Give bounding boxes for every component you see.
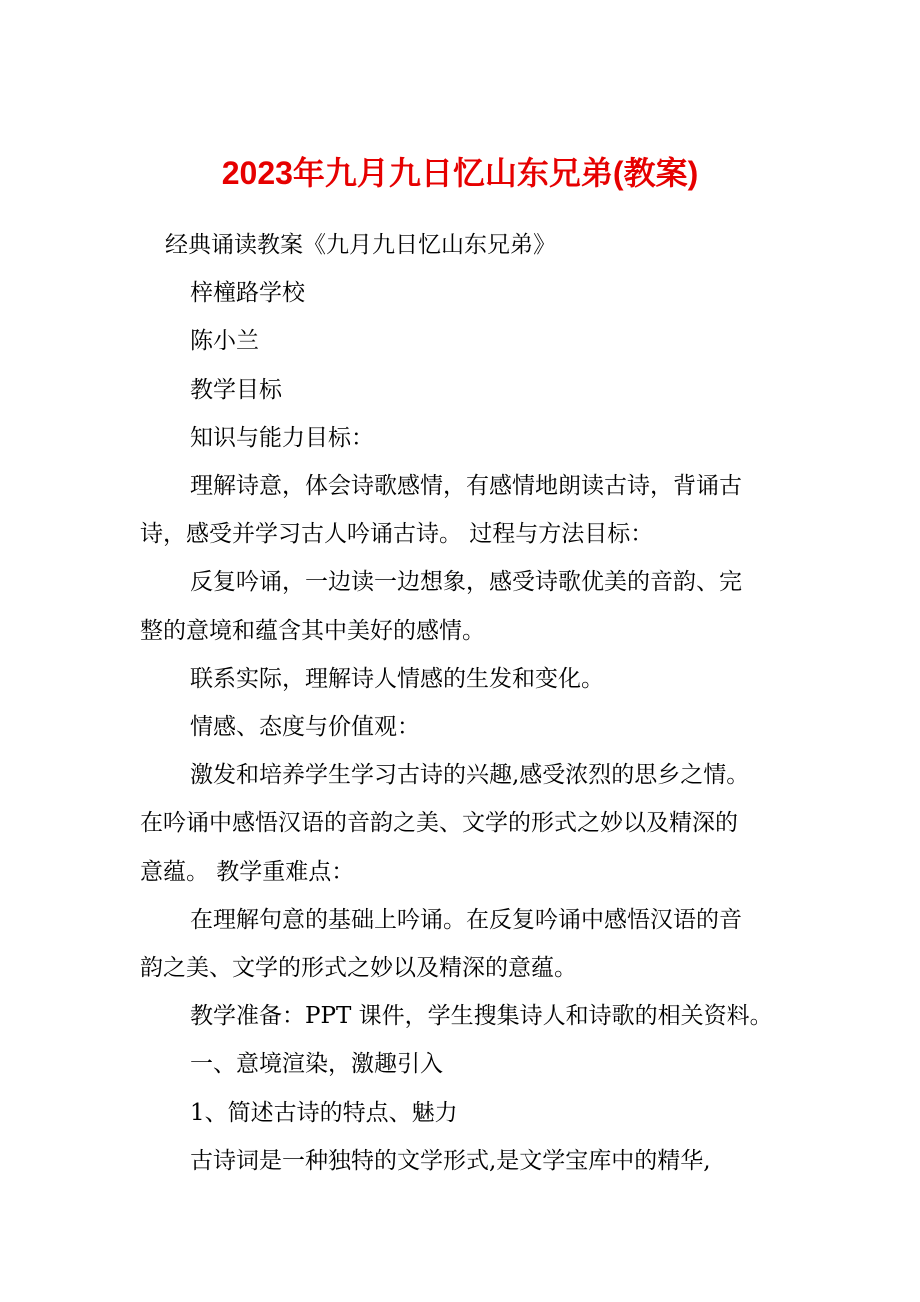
text-line: 诗，感受并学习古人吟诵古诗。 过程与方法目标： bbox=[140, 521, 654, 548]
document-title: 2023年九月九日忆山东兄弟(教案) bbox=[221, 155, 699, 191]
text-line: 教学准备：PPT 课件，学生搜集诗人和诗歌的相关资料。 bbox=[190, 1003, 773, 1030]
text-line: 教学目标 bbox=[190, 376, 282, 403]
text-line: 梓橦路学校 bbox=[190, 280, 305, 307]
text-line: 一、意境渲染，激趣引入 bbox=[190, 1051, 443, 1078]
text-line: 联系实际，理解诗人情感的生发和变化。 bbox=[190, 665, 604, 692]
text-line: 经典诵读教案《九月九日忆山东兄弟》 bbox=[165, 232, 556, 258]
text-line: 反复吟诵，一边读一边想象，感受诗歌优美的音韵、完 bbox=[190, 569, 742, 596]
text-line: 意蕴。 教学重难点： bbox=[140, 858, 355, 885]
text-line: 在吟诵中感悟汉语的音韵之美、文学的形式之妙以及精深的 bbox=[140, 810, 738, 837]
text-line: 理解诗意，体会诗歌感情，有感情地朗读古诗，背诵古 bbox=[190, 473, 742, 499]
text-line: 知识与能力目标： bbox=[190, 424, 374, 451]
text-line: 情感、态度与价值观： bbox=[190, 714, 420, 740]
text-line: 古诗词是一种独特的文学形式,是文学宝库中的精华, bbox=[190, 1147, 711, 1174]
text-line: 1、简述古诗的特点、魅力 bbox=[190, 1099, 458, 1126]
text-line: 韵之美、文学的形式之妙以及精深的意蕴。 bbox=[140, 955, 577, 981]
text-line: 整的意境和蕴含其中美好的感情。 bbox=[140, 617, 485, 644]
text-line: 在理解句意的基础上吟诵。在反复吟诵中感悟汉语的音 bbox=[190, 906, 742, 933]
text-line: 激发和培养学生学习古诗的兴趣,感受浓烈的思乡之情。 bbox=[190, 762, 750, 789]
text-line: 陈小兰 bbox=[190, 328, 259, 355]
